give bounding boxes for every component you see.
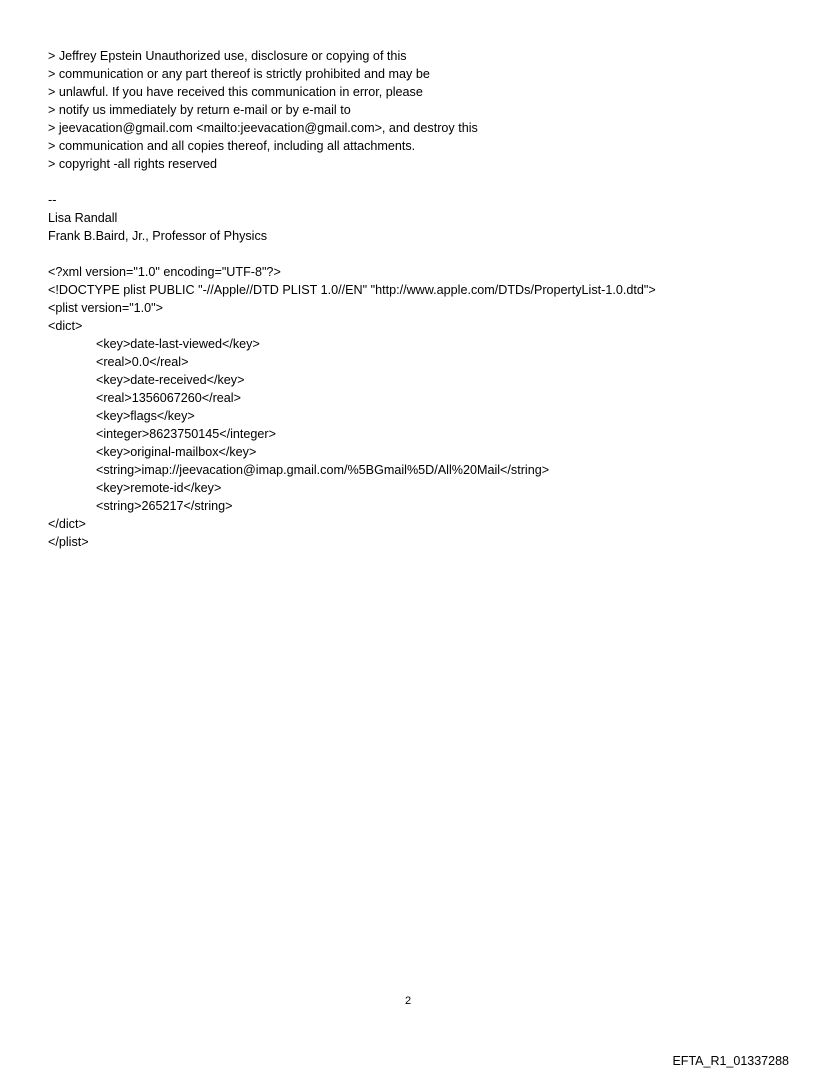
page-number: 2 [404,995,412,1007]
plist-entry: <real>1356067260</real> [96,391,241,405]
blank-line [48,173,788,191]
footer-line: > Jeffrey Epstein Unauthorized use, disclosure or copying of this [48,49,407,63]
plist-entry: <key>date-last-viewed</key> [96,337,260,351]
plist-entry: <string>imap://jeevacation@imap.gmail.com/%5BGmail%5D/All%20Mail</string> [96,463,550,477]
footer-line: > unlawful. If you have received this communication in error, please [48,85,423,99]
plist-entry: <string>265217</string> [96,499,233,513]
plist-open-tag: <plist version="1.0"> [48,301,164,315]
signature-title: Frank B.Baird, Jr., Professor of Physics [48,229,268,243]
footer-line: > jeevacation@gmail.com <mailto:jeevacation@gmail.com>, and destroy this [48,121,478,135]
footer-line: > notify us immediately by return e-mail or by e-mail to [48,103,351,117]
plist-entry: <key>remote-id</key> [96,481,222,495]
plist-doctype: <!DOCTYPE plist PUBLIC "-//Apple//DTD PLIST 1.0//EN" "http://www.apple.com/DTDs/PropertyList-1.0.dtd"> [48,283,656,297]
footer-line: > communication or any part thereof is strictly prohibited and may be [48,67,430,81]
dict-open-tag: <dict> [48,319,83,333]
plist-entry: <key>original-mailbox</key> [96,445,257,459]
blank-line [48,245,788,263]
signature-block [48,191,788,245]
email-footer [48,47,788,173]
xml-declaration: <?xml version="1.0" encoding="UTF-8"?> [48,265,281,279]
document-id: EFTA_R1_01337288 [672,1054,789,1068]
signature-name: Lisa Randall [48,211,118,225]
signature-separator: -- [48,193,57,207]
document-body [48,47,788,551]
footer-line: > copyright -all rights reserved [48,157,218,171]
footer-line: > communication and all copies thereof, including all attachments. [48,139,416,153]
plist-entry: <key>flags</key> [96,409,195,423]
dict-close-tag: </dict> [48,517,86,531]
plist-entry: <real>0.0</real> [96,355,189,369]
plist-block [48,263,788,551]
plist-entry: <key>date-received</key> [96,373,245,387]
plist-close-tag: </plist> [48,535,89,549]
plist-entry: <integer>8623750145</integer> [96,427,276,441]
